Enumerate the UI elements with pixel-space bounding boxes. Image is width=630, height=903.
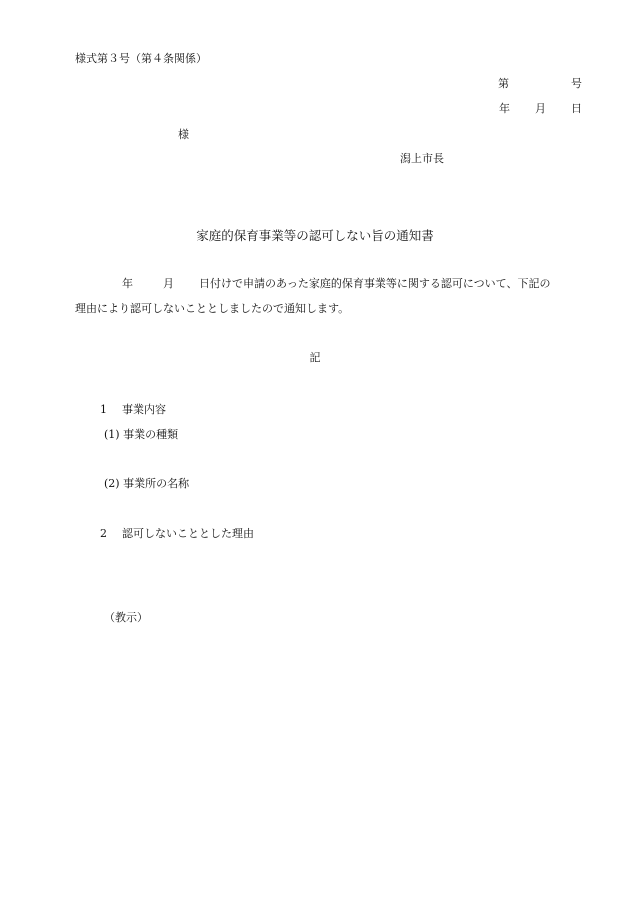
body-line-2: 理由により認可しないこととしましたので通知します。	[75, 302, 350, 315]
body-month: 月	[163, 277, 174, 290]
section-1-number: 1	[100, 403, 107, 416]
issue-date	[499, 102, 582, 116]
section-1-label: 事業内容	[122, 403, 166, 416]
section-2-label: 認可しないこととした理由	[122, 527, 254, 540]
issuer: 潟上市長	[400, 152, 444, 165]
document-number-suffix: 号	[571, 77, 582, 90]
document-number	[498, 77, 582, 91]
body-line-1-text: 日付けで申請のあった家庭的保育事業等に関する認可について、下記の	[199, 277, 551, 290]
notice-label: （教示）	[104, 611, 148, 624]
date-day: 日	[571, 102, 582, 115]
body-line-1	[122, 277, 550, 291]
section-1-sub-2: (2) 事業所の名称	[104, 477, 190, 490]
form-label: 様式第３号（第４条関係）	[75, 52, 207, 65]
section-1-sub-1: (1) 事業の種類	[104, 428, 179, 441]
section-2-heading	[100, 527, 254, 541]
section-2-number: 2	[100, 527, 107, 540]
ki-heading: 記	[309, 351, 321, 364]
document-title: 家庭的保育事業等の認可しない旨の通知書	[196, 228, 434, 243]
date-month: 月	[535, 102, 546, 115]
document-number-prefix: 第	[498, 77, 509, 90]
date-year: 年	[499, 102, 510, 115]
addressee: 様	[178, 128, 189, 141]
section-1-heading	[100, 403, 166, 417]
body-year: 年	[122, 277, 133, 290]
